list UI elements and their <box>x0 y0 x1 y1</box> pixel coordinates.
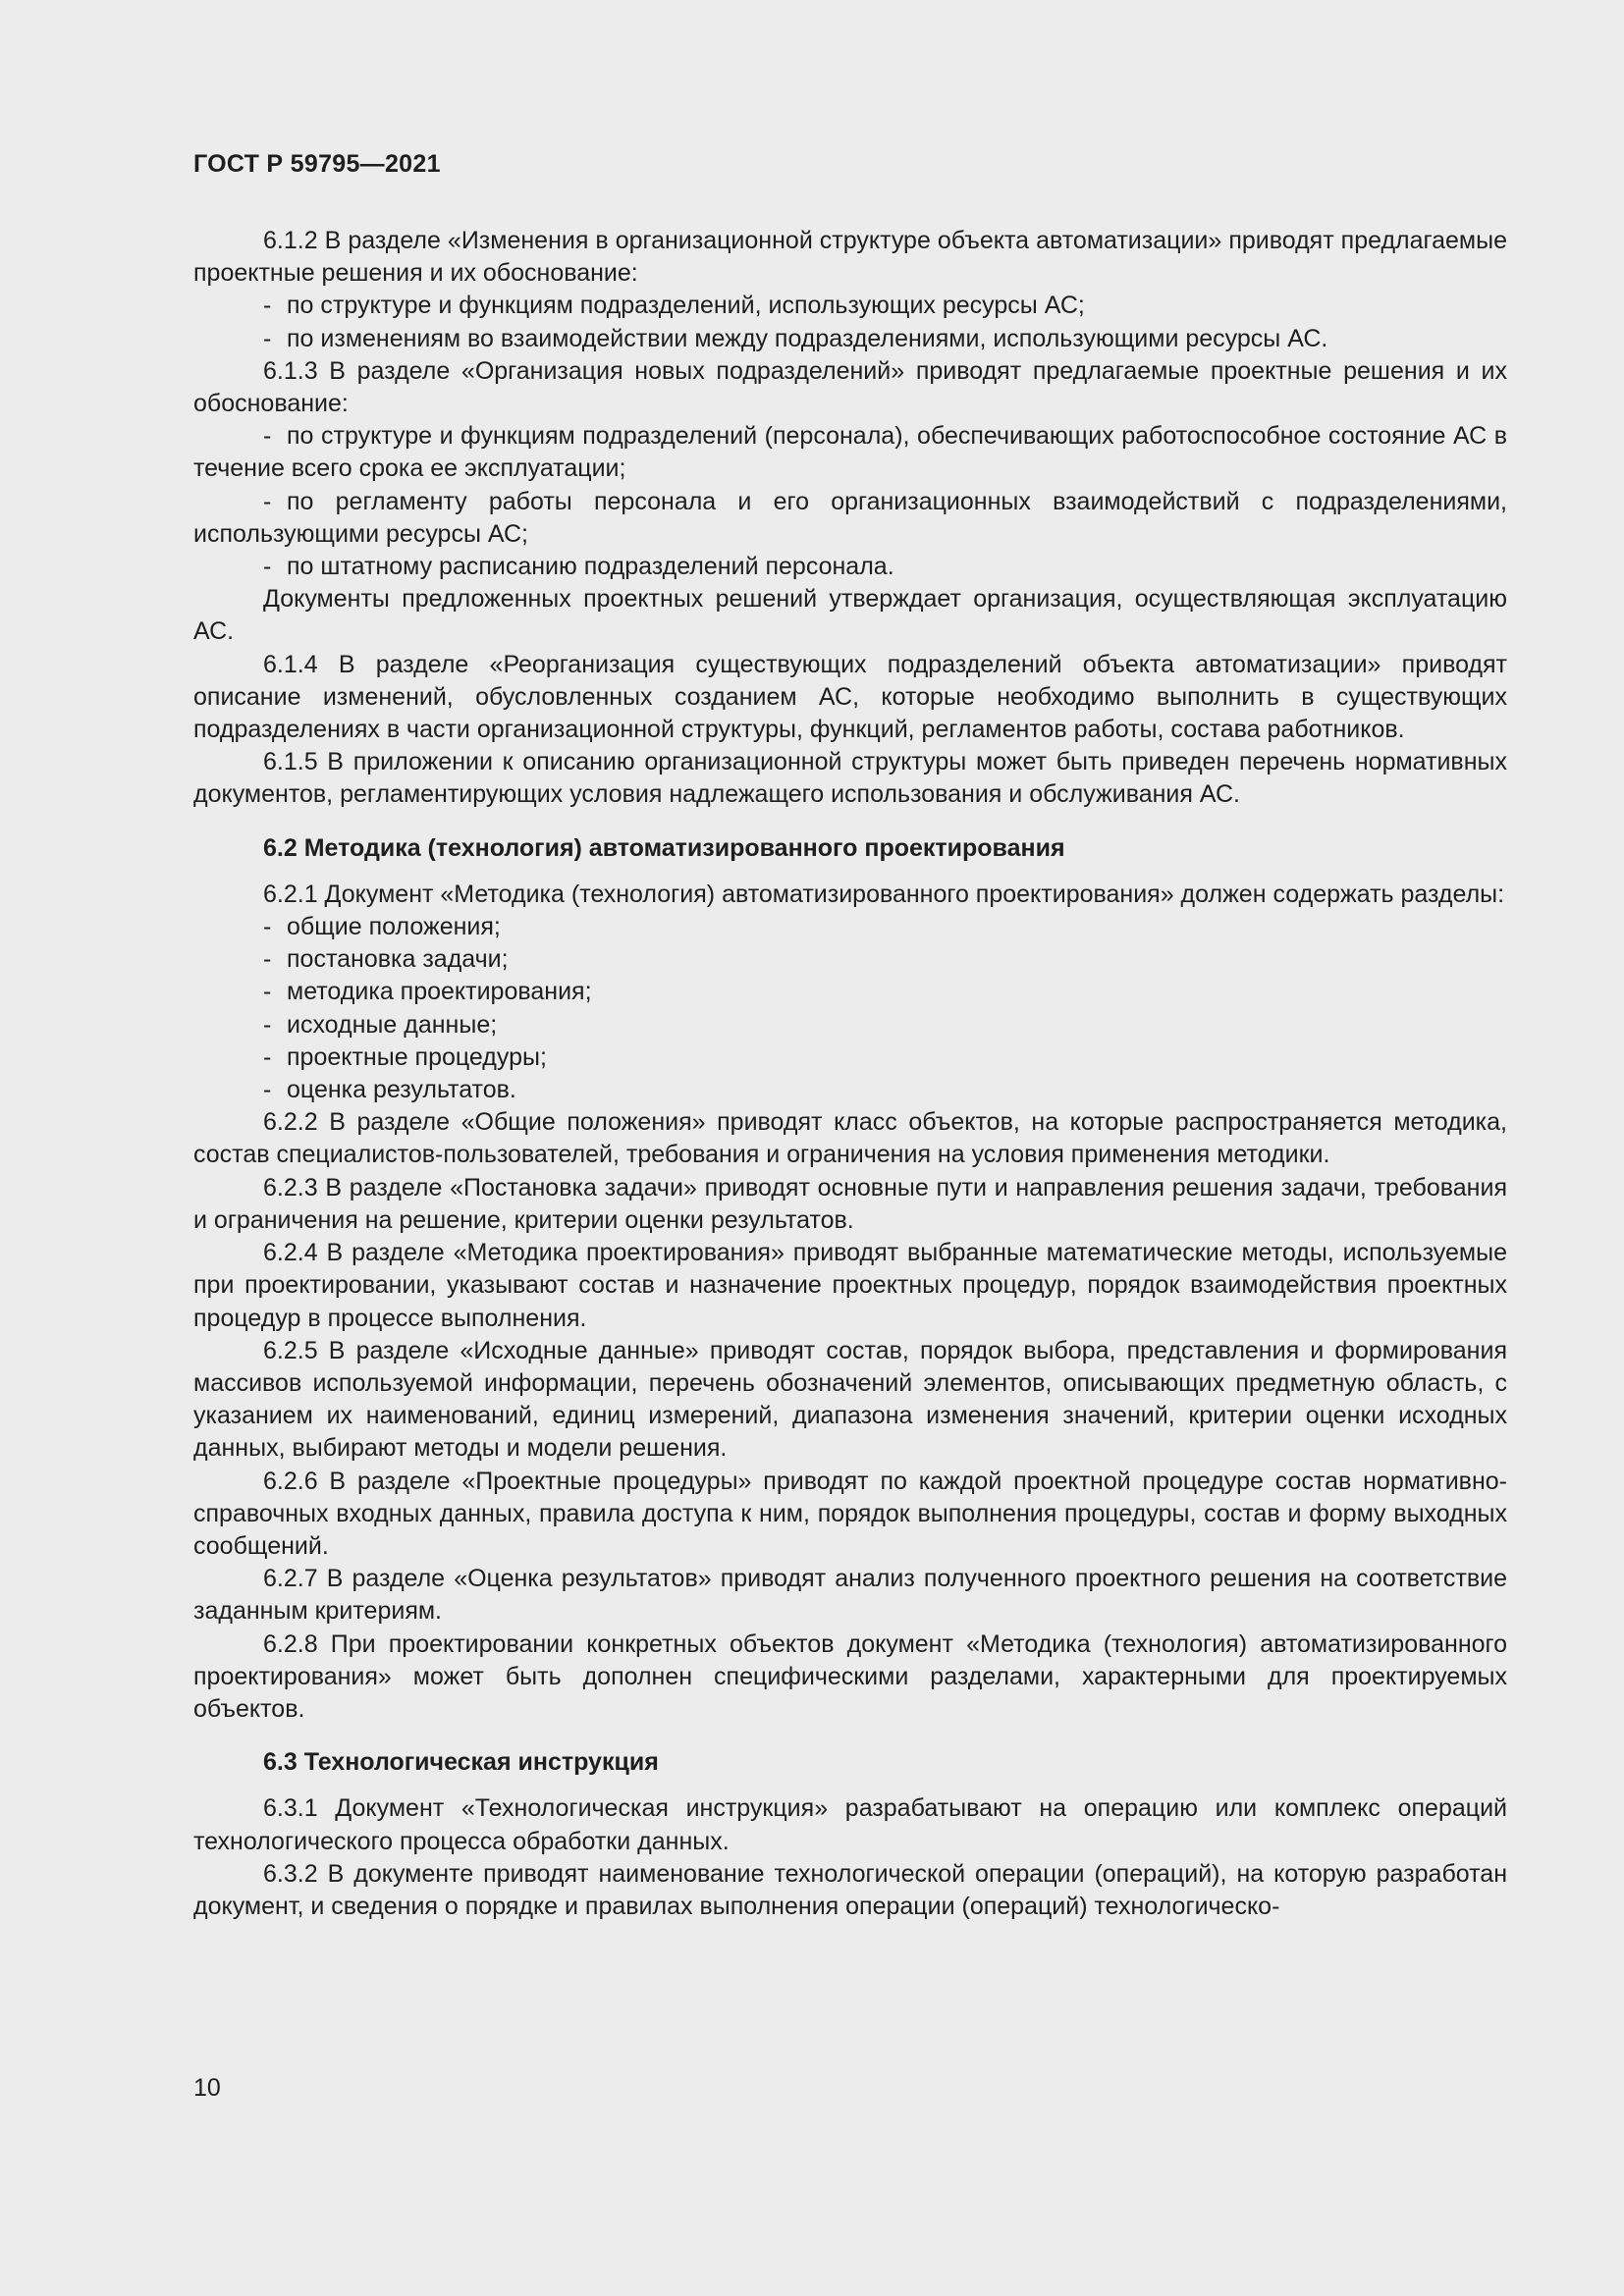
list-item: - по структуре и функциям подразделений (персонала), обеспечивающих работоспособное состояние АС в течение всего срока ее эксплуатации; <box>193 422 1507 483</box>
list-item: - по штатному расписанию подразделений персонала. <box>193 551 1507 583</box>
list-dash: - <box>263 487 272 515</box>
list-item: - оценка результатов. <box>193 1074 1507 1106</box>
paragraph-6-3-1: 6.3.1 Документ «Технологическая инструкция» разрабатывают на операцию или комплекс операций технологического процесса обработки данных. <box>193 1794 1507 1855</box>
paragraph-6-1-3: 6.1.3 В разделе «Организация новых подразделений» приводят предлагаемые проектные решения и их обоснование: <box>193 356 1507 418</box>
section-heading-6-2: 6.2 Методика (технология) автоматизированного проектирования <box>263 833 1065 862</box>
document-header: ГОСТ Р 59795—2021 <box>193 150 441 178</box>
paragraph-6-3-2: 6.3.2 В документе приводят наименование технологической операции (операций), на которую разработан документ, и сведения о порядке и правилах выполнения операции (операций) технологическо- <box>193 1859 1507 1920</box>
list-dash: - <box>263 945 272 974</box>
list-item: - исходные данные; <box>193 1009 1507 1041</box>
paragraph-documents-approval: Документы предложенных проектных решений утверждает организация, осуществляющая эксплуатацию АС. <box>193 585 1507 646</box>
paragraph-6-2-7: 6.2.7 В разделе «Оценка результатов» приводят анализ полученного проектного решения на соответствие заданным критериям. <box>193 1565 1507 1626</box>
section-heading-6-3: 6.3 Технологическая инструкция <box>263 1748 659 1777</box>
list-dash: - <box>263 1042 272 1071</box>
list-item: - по структуре и функциям подразделений, использующих ресурсы АС; <box>193 290 1507 322</box>
list-item: - проектные процедуры; <box>193 1041 1507 1074</box>
paragraph-6-2-8: 6.2.8 При проектировании конкретных объектов документ «Методика (технология) автоматизированного проектирования» может быть дополнен специфическими разделами, характерными для проектируемых объектов. <box>193 1629 1507 1723</box>
list-dash: - <box>263 978 272 1006</box>
paragraph-6-2-4: 6.2.4 В разделе «Методика проектирования» приводят выбранные математические методы, используемые при проектировании, указывают состав и назначение проектных процедур, порядок взаимодействия проектных процедур в процессе выполнения. <box>193 1239 1507 1332</box>
list-item: - методика проектирования; <box>193 976 1507 1008</box>
list-item: - по изменениям во взаимодействии между подразделениями, использующими ресурсы АС. <box>193 323 1507 355</box>
paragraph-6-2-1: 6.2.1 Документ «Методика (технология) автоматизированного проектирования» должен содержать разделы: <box>263 880 1505 908</box>
list-dash: - <box>263 1010 272 1039</box>
list-dash: - <box>263 422 272 451</box>
paragraph-6-1-4: 6.1.4 В разделе «Реорганизация существующих подразделений объекта автоматизации» приводят описание изменений, обусловленных созданием АС, которые необходимо выполнить в существующих подразделениях в части организационной структуры, функций, регламентов работы, состава работников. <box>193 650 1507 744</box>
list-item: - общие положения; <box>193 911 1507 943</box>
list-dash: - <box>263 1076 272 1104</box>
paragraph-6-2-2: 6.2.2 В разделе «Общие положения» приводят класс объектов, на которые распространяется методика, состав специалистов-пользователей, требования и ограничения на условия применения методики. <box>193 1108 1507 1169</box>
list-dash: - <box>263 292 272 320</box>
list-item: - постановка задачи; <box>193 943 1507 976</box>
list-dash: - <box>263 553 272 581</box>
paragraph-6-2-5: 6.2.5 В разделе «Исходные данные» приводят состав, порядок выбора, представления и формирования массивов используемой информации, перечень обозначений элементов, описывающих предметную область, с указанием их наименований, единиц измерений, диапазона изменения значений, критерии оценки исходных данных, выбирают методы и модели решения. <box>193 1336 1507 1463</box>
paragraph-6-2-6: 6.2.6 В разделе «Проектные процедуры» приводят по каждой проектной процедуре состав нормативно-справочных входных данных, правила доступа к ним, порядок выполнения процедуры, состав и форму выходных сообщений. <box>193 1467 1507 1560</box>
paragraph-6-1-2: 6.1.2 В разделе «Изменения в организационной структуре объекта автоматизации» приводят предлагаемые проектные решения и их обоснование: <box>193 227 1507 288</box>
list-item: - по регламенту работы персонала и его организационных взаимодействий с подразделениями, использующими ресурсы АС; <box>193 487 1507 548</box>
page-number: 10 <box>193 2074 221 2102</box>
paragraph-6-1-5: 6.1.5 В приложении к описанию организационной структуры может быть приведен перечень нормативных документов, регламентирующих условия надлежащего использования и обслуживания АС. <box>193 748 1507 809</box>
list-dash: - <box>263 324 272 352</box>
document-body <box>193 225 1507 1923</box>
paragraph-6-2-3: 6.2.3 В разделе «Постановка задачи» приводят основные пути и направления решения задачи, требования и ограничения на решение, критерии оценки результатов. <box>193 1173 1507 1234</box>
list-dash: - <box>263 913 272 941</box>
